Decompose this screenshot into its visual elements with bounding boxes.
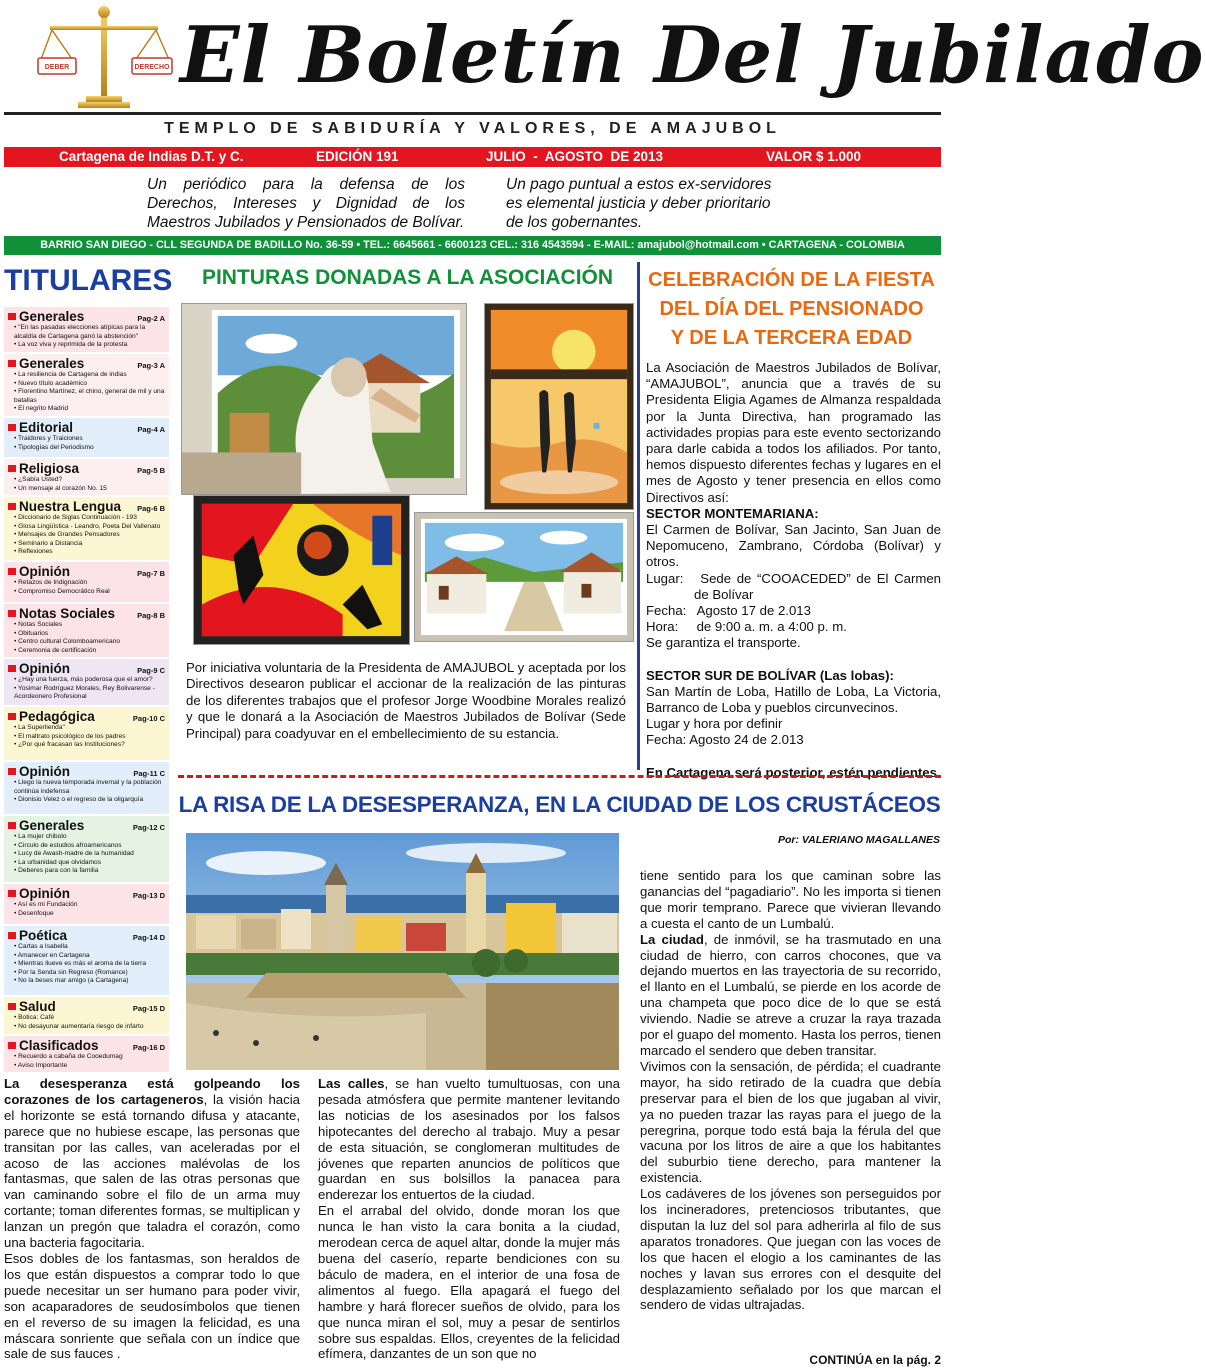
- titulares-items: [8, 676, 165, 702]
- titulares-item: • ¿Hay una fuerza, más poderosa que el amor?: [14, 676, 165, 685]
- risa-column-3: [640, 868, 941, 1313]
- titulares-section-header: [8, 1038, 165, 1053]
- risa-paragraph: , de inmóvil, se ha trasmutado en una ciudad de hierro, con carros chocones, que va dejando muertos en las trayectoria de su recorrido, el llanto en el Lumbalú, se pierde en los acorde de una champeta que poco dice de lo que se está viviendo. Nadie se atreve a cruzar la raya trazada por el guapo del momento. Hasta los perros, tienen marcado el sendero que deben transitar.: [640, 931, 941, 1058]
- titulares-section-name: Clasificados: [8, 1038, 99, 1053]
- titulares-item: • Florentino Martínez, el chino, general de mil y una batallas: [14, 388, 165, 405]
- titulares-item: • Traidores y Traiciones: [14, 435, 165, 444]
- edition-price: VALOR $ 1.000: [766, 149, 862, 164]
- titulares-items: [8, 514, 165, 557]
- abstract-painting-photo: [193, 495, 410, 645]
- sector-montemariana-title: SECTOR MONTEMARIANA:: [646, 505, 819, 521]
- titulares-item: • El maltrato psicológico de los padres: [14, 733, 165, 742]
- titulares-item: • Centro cultural Colomboamericano: [14, 638, 165, 647]
- titulares-item: • La resiliencia de Cartagena de indias: [14, 371, 165, 380]
- titulares-section-page: Pag-3 A: [137, 361, 165, 370]
- titulares-item: • La mujer chibolo: [14, 833, 165, 842]
- titulares-item: • Llego la nueva temporada invernal y la población continúa indefensa: [14, 779, 165, 796]
- titulares-section-header: [8, 999, 165, 1014]
- titulares-items: [8, 621, 165, 655]
- titulares-section-name: Opinión: [8, 564, 70, 579]
- titulares-item: • Compromiso Democrático Real: [14, 588, 165, 597]
- titulares-item: • Tipologías del Periodismo: [14, 444, 165, 453]
- titulares-item: • Por la Senda sin Regreso (Romance): [14, 969, 165, 978]
- titulares-section[interactable]: [4, 659, 169, 705]
- titulares-section-header: [8, 420, 165, 435]
- sector-sur-lugar: Lugar y hora por definir: [646, 716, 783, 732]
- titulares-section[interactable]: [4, 997, 169, 1034]
- celebracion-headline: [645, 266, 938, 353]
- mission-statement-right: Un pago puntual a estos ex-servidores es elemental justicia y deber prioritario de los gobernantes.: [506, 176, 772, 231]
- titulares-section-page: Pag-2 A: [137, 314, 165, 323]
- titulares-section-name: Notas Sociales: [8, 606, 115, 621]
- titulares-items: [8, 435, 165, 452]
- titulares-item: • La voz viva y reprimida de la protesta: [14, 341, 165, 350]
- titulares-section[interactable]: [4, 604, 169, 657]
- titulares-item: • No desayunar aumentaría riesgo de infarto: [14, 1023, 165, 1032]
- celebracion-headline-line: Y DE LA TERCERA EDAD: [670, 327, 913, 349]
- titulares-section[interactable]: [4, 497, 169, 560]
- titulares-section-header: [8, 309, 165, 324]
- risa-lead: La desesperanza está golpeando los corazones de los cartageneros: [4, 1076, 300, 1107]
- titulares-items: [8, 833, 165, 876]
- titulares-section[interactable]: [4, 926, 169, 995]
- titulares-item: • Circulo de estudios afroamericanos: [14, 842, 165, 851]
- risa-column-1: [4, 1076, 300, 1362]
- titulares-section-page: Pag-16 D: [132, 1043, 165, 1052]
- titulares-section-name: Poética: [8, 928, 67, 943]
- titulares-item: • Nuevo título académico: [14, 380, 165, 389]
- cartagena-city-photo: [186, 833, 619, 1070]
- titulares-item: • ¿Por qué fracasan las Instituciones?: [14, 741, 165, 750]
- risa-lead: La ciudad: [640, 931, 704, 947]
- titulares-section-page: Pag-13 D: [132, 891, 165, 900]
- risa-paragraph: , la visión hacia el horizonte se está tornando difusa y atacante, parece que no hubiese escape, las personas que transitan por las calles, van aceleradas por el acoso de las acciones malévolas de los fantasmas, que salen de las otras personas que van caminando sobre el filo de un arma muy cortante; toman diferentes formas, se multiplican y lanzan un pregón que taladra el corazón, como una bacteria fagocitaria.: [4, 1091, 300, 1251]
- celebracion-headline-line: CELEBRACIÓN DE LA FIESTA: [648, 269, 935, 291]
- titulares-section-name: Salud: [8, 999, 56, 1014]
- titulares-item: • Diccionario de Siglas Continuación - 193: [14, 514, 165, 523]
- tagline: TEMPLO DE SABIDURÍA Y VALORES, DE AMAJUBOL: [164, 120, 781, 137]
- titulares-section-name: Generales: [8, 818, 84, 833]
- risa-paragraph: Vivimos con la sensación, de pérdida; el cuadrante mayor, ha sido retirado de la cuadra que debía preservar para el bien de los que jugaban al vivir, ya no pueden trazar las rayas para el juego de la peregrina, porque todo está baja la férula del que vacuna por los litros de aire a que los habitantes del suburbio tiene derecho, para mantener la existencia.: [640, 1058, 941, 1186]
- titulares-items: [8, 371, 165, 414]
- titulares-section-page: Pag-6 B: [137, 504, 165, 513]
- titulares-item: • El negrito Madrid: [14, 405, 165, 414]
- titulares-section-header: [8, 886, 165, 901]
- risa-headline: LA RISA DE LA DESESPERANZA, EN LA CIUDAD DE LOS CRUSTÁCEOS: [178, 792, 941, 817]
- titulares-item: • La urbanidad que olvidamos: [14, 859, 165, 868]
- celebracion-closing: En Cartagena será posterior, estén pendientes.: [646, 764, 941, 780]
- titulares-items: [8, 943, 165, 986]
- titulares-items: [8, 779, 165, 805]
- titulares-section-header: [8, 928, 165, 943]
- titulares-item: • Obituarios: [14, 630, 165, 639]
- titulares-item: • Deberes para con la familia: [14, 867, 165, 876]
- masthead-rule: [4, 112, 941, 115]
- titulares-items: [8, 1053, 165, 1070]
- titulares-section-page: Pag-8 B: [137, 611, 165, 620]
- edition-number: EDICIÓN 191: [316, 149, 399, 164]
- titulares-section-name: Generales: [8, 356, 84, 371]
- painter-photo: [181, 303, 467, 495]
- titulares-section-name: Editorial: [8, 420, 73, 435]
- titulares-item: • Así es mi Fundación: [14, 901, 165, 910]
- titulares-items: [8, 579, 165, 596]
- sector-montemariana-places: El Carmen de Bolívar, San Jacinto, San Juan de Nepomuceno, Zambrano, Córdoba (Bolívar) y otros.: [646, 522, 941, 570]
- titulares-section[interactable]: [4, 1036, 169, 1072]
- sector-montemariana-fecha: Fecha: Agosto 17 de 2.013: [646, 603, 811, 619]
- risa-paragraph: Los cadáveres de los jóvenes son perseguidos por los incineradores, pretenciosos tributantes, que disputan la luz del sol para adherirla al filo de sus aparatos tronadores. Que juegan con las voces de los que hacen el elogio a los caminantes de las noches y lavan sus errores con el desquite del desplazamiento señalado por los que marcan el sendero de vidas ultrajadas.: [640, 1186, 941, 1313]
- titulares-section-page: Pag-14 D: [132, 933, 165, 942]
- titulares-section-name: Religiosa: [8, 461, 79, 476]
- titulares-section-name: Nuestra Lengua: [8, 499, 121, 514]
- edition-date: JULIO - AGOSTO DE 2013: [486, 149, 664, 164]
- section-divider: [178, 775, 941, 778]
- sector-montemariana-hora: Hora: de 9:00 a. m. a 4:00 p. m.: [646, 619, 847, 635]
- titulares-item: • La Superlienda": [14, 724, 165, 733]
- titulares-section-name: Opinión: [8, 886, 70, 901]
- titulares-section[interactable]: [4, 307, 169, 352]
- risa-lead: Las calles: [318, 1076, 385, 1091]
- titulares-section[interactable]: [4, 762, 169, 814]
- titulares-items: [8, 901, 165, 918]
- titulares-section[interactable]: [4, 562, 169, 602]
- titulares-item: • Yosimar Rodríguez Morales, Rey Bolivarense - Acordeonero Profesional: [14, 685, 165, 702]
- edition-city: Cartagena de Indias D.T. y C.: [59, 149, 244, 164]
- titulares-section[interactable]: [4, 816, 169, 882]
- titulares-section-page: Pag-10 C: [132, 714, 165, 723]
- titulares-item: • Dionisio Velez o el regreso de la oligarquía: [14, 796, 165, 805]
- celebracion-intro: La Asociación de Maestros Jubilados de Bolívar, “AMAJUBOL”, anuncia que a través de su Presidenta Eligia Agames de Almanza respaldada por la Junta Directiva, han programado las actividades propias para este evento sectorizando para darle cabida a todos los afiliados. Por tanto, hemos dispuesto diferentes fechas y lugares en el mes de Agosto y tener presencia en ellos como Directivos así:: [646, 360, 941, 505]
- titulares-section-name: Opinión: [8, 661, 70, 676]
- celebracion-body: [646, 360, 945, 781]
- titulares-section[interactable]: [4, 354, 169, 416]
- sunset-painting-photo: [484, 303, 634, 510]
- sector-sur-places: San Martín de Loba, Hatillo de Loba, La Victoria, Barranco de Loba y pueblos circunvecinos.: [646, 683, 941, 716]
- pinturas-headline: PINTURAS DONADAS A LA ASOCIACIÓN: [201, 266, 614, 289]
- titulares-item: • Aviso Importante: [14, 1062, 165, 1071]
- titulares-section-header: [8, 356, 165, 371]
- titulares-item: • Mensajes de Grandes Pensadores: [14, 531, 165, 540]
- titulares-item: • ¿Sabía Usted?: [14, 476, 165, 485]
- titulares-item: • Cartas a Isabella: [14, 943, 165, 952]
- mission-statement-left: Un periódico para la defensa de los Derechos, Intereses y Dignidad de los Maestros Jubilados y Pensionados de Bolívar.: [147, 176, 465, 231]
- titulares-items: [8, 724, 165, 750]
- titulares-section-page: Pag-15 D: [132, 1004, 165, 1013]
- titulares-items: [8, 324, 165, 350]
- column-divider: [637, 262, 640, 770]
- risa-column-2: [318, 1076, 620, 1362]
- titulares-section-header: [8, 564, 165, 579]
- titulares-section-page: Pag-9 C: [137, 666, 165, 675]
- titulares-section[interactable]: [4, 707, 169, 760]
- titulares-section[interactable]: [4, 459, 169, 495]
- titulares-item: • Notas Sociales: [14, 621, 165, 630]
- logo-right-plate: DERECHO: [134, 64, 170, 71]
- titulares-items: [8, 1014, 165, 1031]
- sector-montemariana-lugar: Lugar: Sede de “COOACEDED” de El Carmen de Bolívar: [646, 570, 945, 602]
- titulares-item: • Mientras llueve es más el aroma de la tierra: [14, 960, 165, 969]
- titulares-item: • Lucy de Awash-madre de la humanidad: [14, 850, 165, 859]
- titulares-item: • Reflexiones: [14, 548, 165, 557]
- titulares-item: • Recuerdo a cabaña de Cooedumag: [14, 1053, 165, 1062]
- titulares-heading: TITULARES: [4, 264, 173, 297]
- colonial-street-painting-photo: [414, 512, 634, 642]
- sector-montemariana-transporte: Se garantiza el transporte.: [646, 635, 801, 651]
- risa-paragraph: Esos dobles de los fantasmas, son heraldos de los que están dispuestos a comprar todo lo que puede necesitar un ser humano para poder vivir, son acaparadores de seudosímbolos que tienen en el reverso de su imagen la felicidad, es una máscara sonriente que señala con un índice que sale de sus fauces .: [4, 1250, 300, 1362]
- continua-link[interactable]: CONTINÚA en la pág. 2: [809, 1353, 941, 1367]
- risa-paragraph: En el arrabal del olvido, donde moran los que nunca le han visto la cara bonita a la ciudad, merodean cerca de aquel altar, donde la mujer más buena del caserío, reparte bendiciones con su báculo de madera, en el interior de una fosa de alimentos al fuego. Ella apagará el fuego del hambre y hará florecer sueños de olvido, para los que nunca miran el sol, muy a pesar de sentirlos sobre sus espaldas. Ellos, creyentes de la felicidad efímera, danzantes de un son que no: [318, 1203, 620, 1362]
- titulares-section-header: [8, 499, 165, 514]
- risa-paragraph: , se han vuelto tumultuosas, con una pesada atmósfera que permite mantener levitando las noticias de los asesinados por los falsos hipotecantes del derecho al trabajo. Muy a pesar de esta situación, se conglomeran multitudes de jóvenes que reparten anuncios de políticos que guardan en sus bolsillos la panacea para enderezar los entuertos de la ciudad.: [318, 1076, 620, 1203]
- titulares-section-header: [8, 606, 165, 621]
- titulares-item: • Seminario a Distancia: [14, 540, 165, 549]
- titulares-section-page: Pag-7 B: [137, 569, 165, 578]
- titulares-item: • Glosa Lingüística - Leandro, Poeta Del Vallenato: [14, 523, 165, 532]
- titulares-section-page: Pag-5 B: [137, 466, 165, 475]
- titulares-item: • Desenfoque: [14, 910, 165, 919]
- titulares-section-header: [8, 818, 165, 833]
- titulares-section-page: Pag-4 A: [137, 425, 165, 434]
- logo-left-plate: DEBER: [44, 64, 70, 71]
- titulares-section-header: [8, 461, 165, 476]
- titulares-section-name: Opinión: [8, 764, 70, 779]
- byline: Por: VALERIANO MAGALLANES: [778, 834, 940, 846]
- titulares-item: • "En las pasadas elecciones atípicas para la alcaldía de Cartagena ganó la abstención": [14, 324, 165, 341]
- titulares-item: • Amanecer en Cartagena: [14, 952, 165, 961]
- sector-sur-fecha: Fecha: Agosto 24 de 2.013: [646, 732, 804, 748]
- sector-sur-title: SECTOR SUR DE BOLÍVAR (Las lobas):: [646, 667, 894, 683]
- titulares-item: • Retazos de Indignación: [14, 579, 165, 588]
- newspaper-title: El Boletín Del Jubilado: [180, 10, 1205, 101]
- scales-of-justice-logo: [30, 4, 180, 112]
- titulares-section-header: [8, 661, 165, 676]
- address-bar: BARRIO SAN DIEGO - CLL SEGUNDA DE BADILLO No. 36-59 • TEL.: 6645661 - 6600123 CEL.: 316 4543594 - E-MAIL: amajubol@hotmail.com • CARTAGENA - COLOMBIA: [4, 236, 941, 255]
- celebracion-headline-line: DEL DÍA DEL PENSIONADO: [659, 298, 924, 320]
- titulares-item: • Ceremonia de certificación: [14, 647, 165, 656]
- edition-bar: [4, 147, 941, 167]
- titulares-section[interactable]: [4, 884, 169, 924]
- titulares-section-name: Generales: [8, 309, 84, 324]
- titulares-section-name: Pedagógica: [8, 709, 95, 724]
- titulares-section[interactable]: [4, 418, 169, 457]
- titulares-section-page: Pag-12 C: [132, 823, 165, 832]
- titulares-item: • Un mensaje al corazón No. 15: [14, 485, 165, 494]
- titulares-items: [8, 476, 165, 493]
- titulares-section-header: [8, 764, 165, 779]
- titulares-item: • No la beses mar amigo (a Cartagena): [14, 977, 165, 986]
- titulares-section-header: [8, 709, 165, 724]
- pinturas-body: Por iniciativa voluntaria de la Presidenta de AMAJUBOL y aceptada por los Directivos desearon publicar el accionar de la realización de las pinturas de los diferentes trabajos que el profesor Jorge Woodbine Morales realizó y que le donará a la Asociación de Maestros Jubilados de Bolívar (Sede Principal) para coadyuvar en el embellecimiento de su estancia.: [186, 660, 626, 741]
- titulares-item: • Botica: Café: [14, 1014, 165, 1023]
- risa-paragraph: tiene sentido para los que caminan sobre las ganancias del “pagadiario”. No les importa si tienen que morir temprano. Parece que vivieran llevando a cuesta el canto de un Lumbalú.: [640, 868, 941, 931]
- titulares-section-page: Pag-11 C: [133, 769, 165, 778]
